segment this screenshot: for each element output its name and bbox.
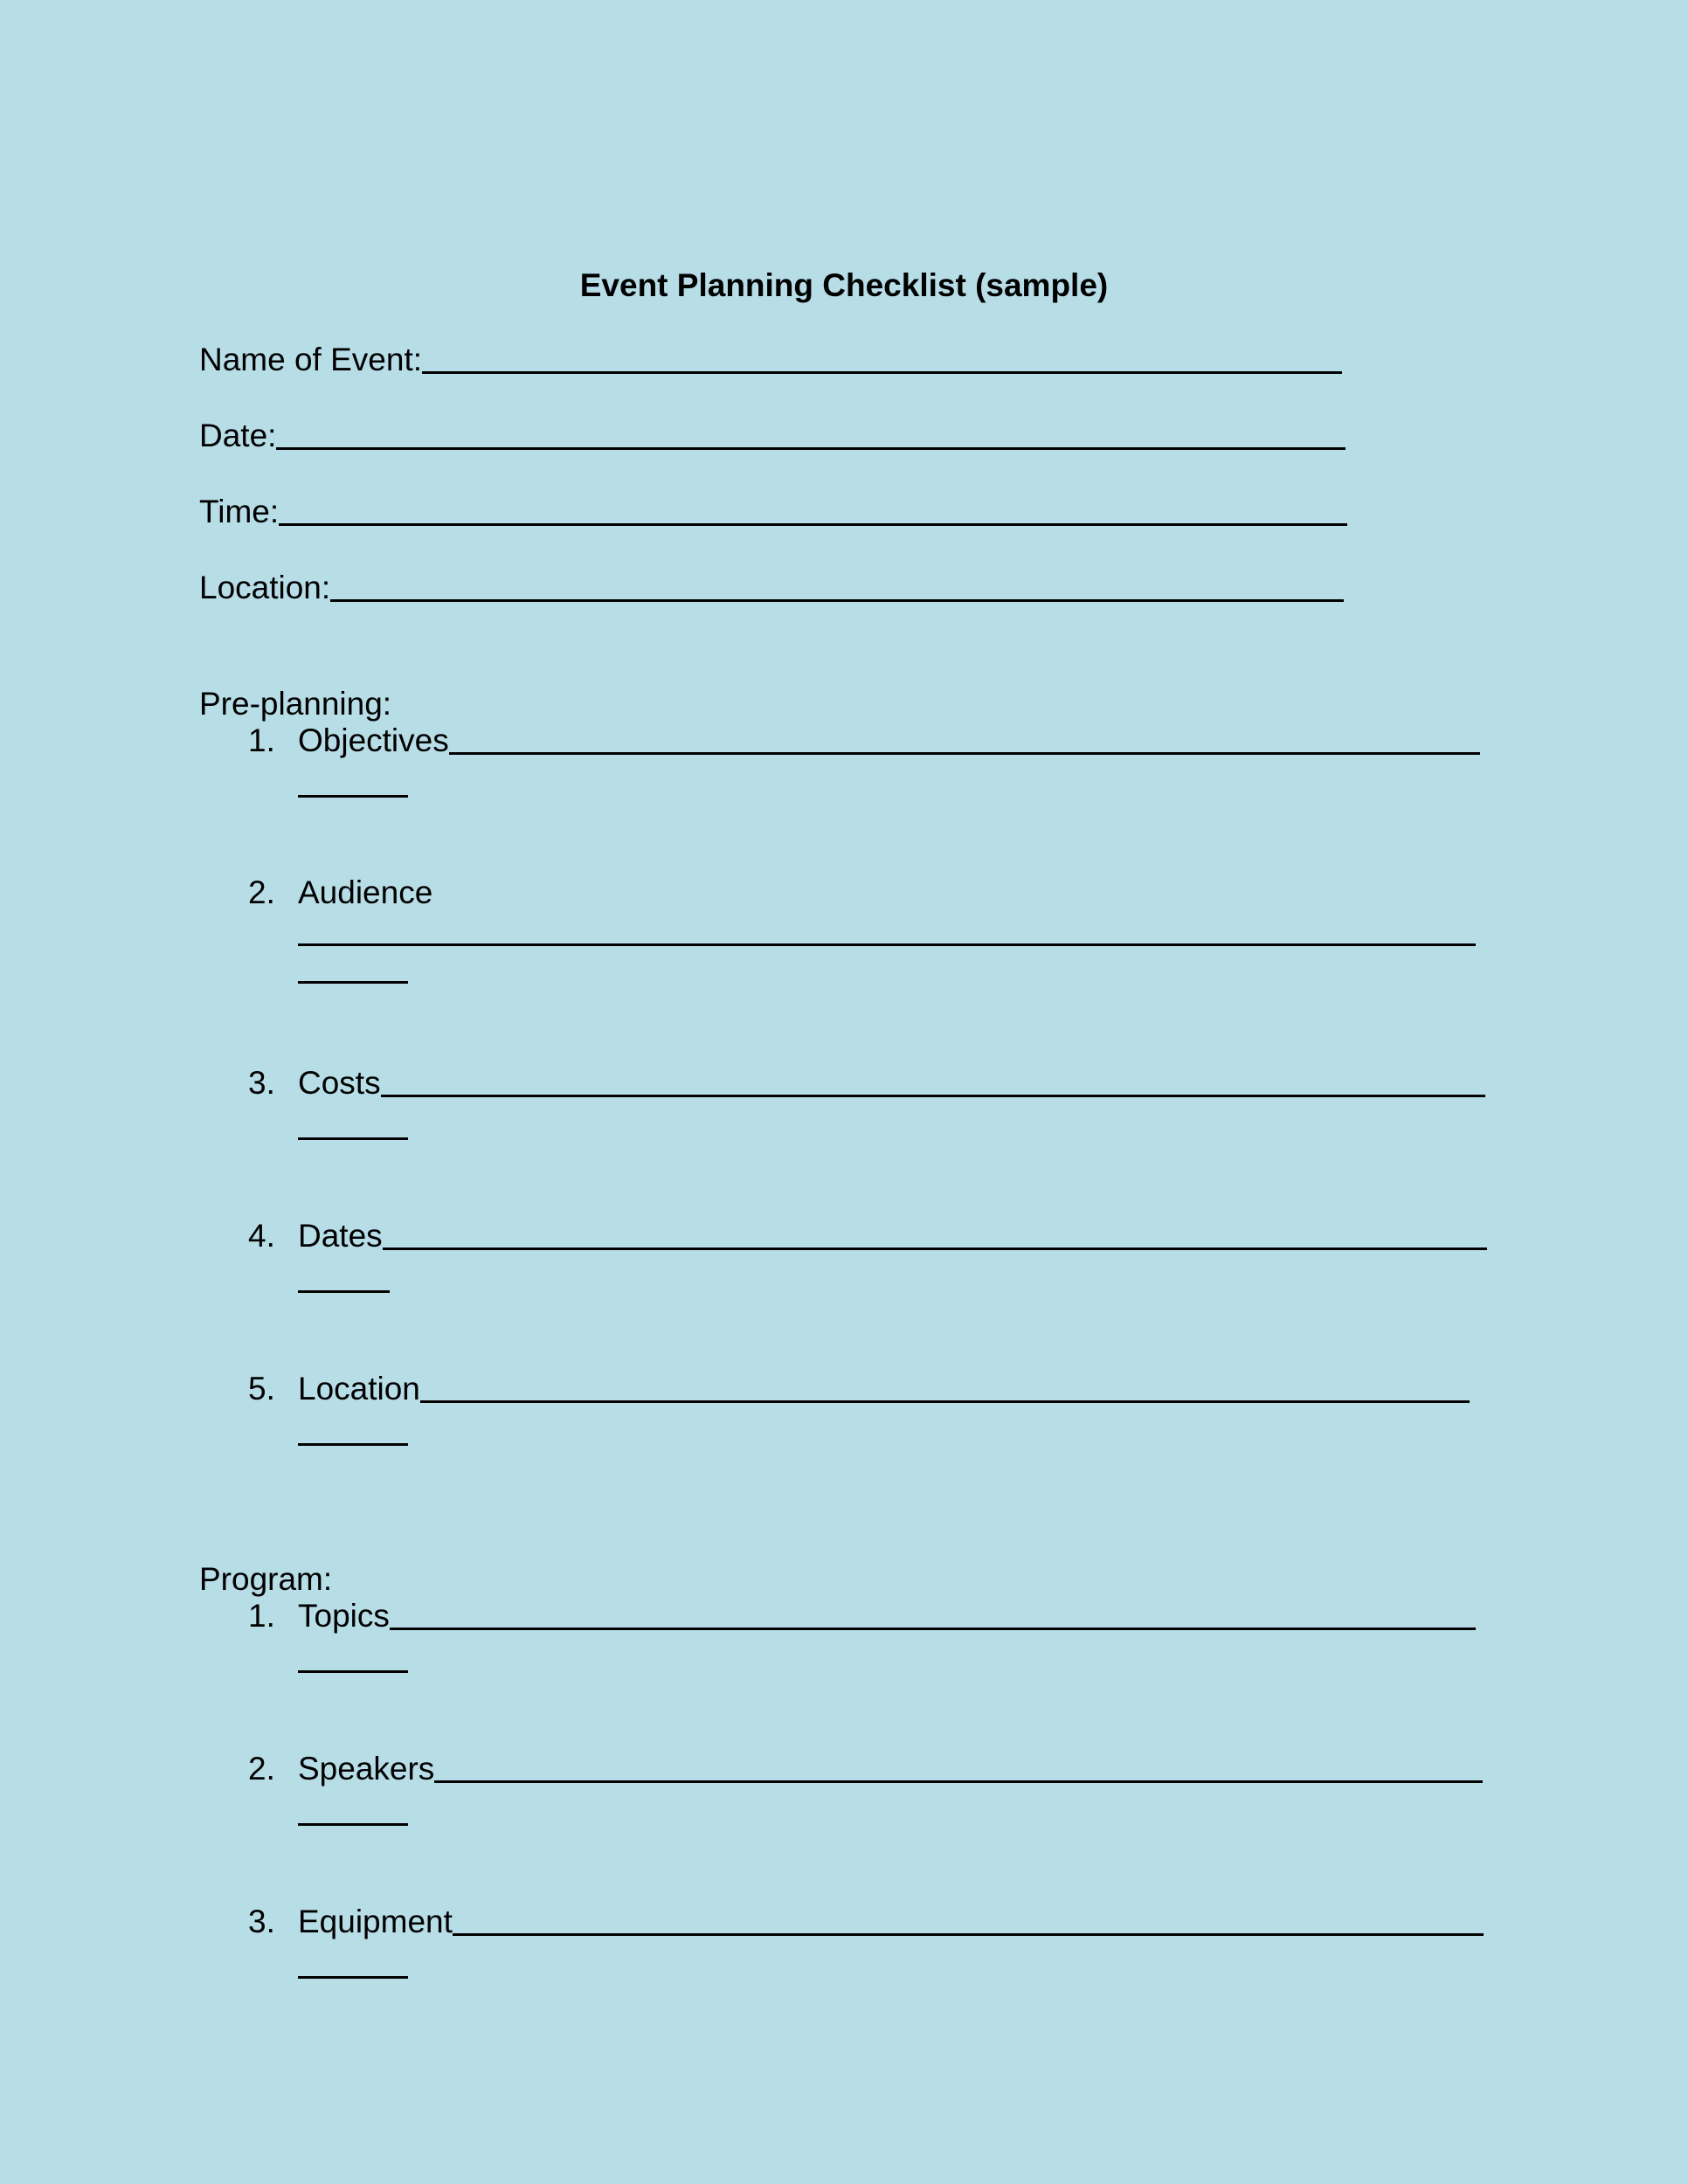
item-number: 3. bbox=[248, 1904, 275, 1939]
pre-planning-item[interactable] bbox=[248, 716, 1480, 798]
item-number: 5. bbox=[248, 1371, 275, 1406]
speakers-blank-continued[interactable] bbox=[298, 1823, 408, 1826]
objectives-blank-continued[interactable] bbox=[298, 795, 408, 798]
dates-blank[interactable] bbox=[383, 1248, 1487, 1250]
program-item[interactable] bbox=[248, 1897, 1484, 1979]
item-label: Equipment bbox=[298, 1904, 453, 1939]
page-title: Event Planning Checklist (sample) bbox=[579, 267, 1109, 303]
pre-planning-heading: Pre-planning: bbox=[199, 686, 392, 722]
audience-blank[interactable] bbox=[298, 943, 1476, 946]
name-of-event-field[interactable] bbox=[199, 335, 1342, 379]
pre-planning-item[interactable] bbox=[248, 1365, 1470, 1446]
equipment-blank[interactable] bbox=[453, 1933, 1484, 1936]
date-field[interactable] bbox=[199, 411, 1346, 455]
topics-blank-continued[interactable] bbox=[298, 1670, 408, 1673]
location-blank[interactable] bbox=[330, 599, 1344, 602]
item-label: Costs bbox=[298, 1065, 381, 1101]
audience-blank-continued[interactable] bbox=[298, 981, 408, 984]
item-number: 3. bbox=[248, 1065, 275, 1101]
name-of-event-label: Name of Event: bbox=[199, 342, 423, 377]
location-field[interactable] bbox=[199, 563, 1344, 607]
item-label: Location bbox=[298, 1371, 420, 1406]
costs-blank[interactable] bbox=[381, 1095, 1485, 1097]
location-item-blank[interactable] bbox=[420, 1400, 1470, 1403]
pre-planning-item[interactable] bbox=[248, 1212, 1487, 1293]
item-label: Objectives bbox=[298, 722, 449, 758]
location-label: Location: bbox=[199, 570, 331, 605]
equipment-blank-continued[interactable] bbox=[298, 1976, 408, 1979]
speakers-blank[interactable] bbox=[434, 1780, 1483, 1783]
dates-blank-continued[interactable] bbox=[298, 1290, 390, 1293]
item-number: 1. bbox=[248, 722, 275, 758]
item-number: 2. bbox=[248, 1751, 275, 1787]
item-label: Topics bbox=[298, 1598, 390, 1634]
item-number: 2. bbox=[248, 874, 275, 910]
time-blank[interactable] bbox=[279, 523, 1347, 526]
costs-blank-continued[interactable] bbox=[298, 1137, 408, 1140]
location-item-blank-continued[interactable] bbox=[298, 1443, 408, 1446]
pre-planning-item[interactable] bbox=[248, 1059, 1485, 1140]
program-item[interactable] bbox=[248, 1745, 1483, 1826]
item-number: 1. bbox=[248, 1598, 275, 1634]
item-label: Speakers bbox=[298, 1751, 435, 1787]
item-number: 4. bbox=[248, 1218, 275, 1254]
time-label: Time: bbox=[199, 494, 280, 529]
date-blank[interactable] bbox=[276, 447, 1346, 450]
topics-blank[interactable] bbox=[390, 1628, 1476, 1630]
program-item[interactable] bbox=[248, 1592, 1476, 1673]
pre-planning-item[interactable] bbox=[248, 868, 1476, 984]
program-heading: Program: bbox=[199, 1561, 333, 1597]
item-label: Audience bbox=[298, 874, 433, 910]
objectives-blank[interactable] bbox=[449, 752, 1480, 755]
name-of-event-blank[interactable] bbox=[422, 371, 1342, 374]
date-label: Date: bbox=[199, 418, 277, 453]
time-field[interactable] bbox=[199, 487, 1347, 531]
item-label: Dates bbox=[298, 1218, 383, 1254]
